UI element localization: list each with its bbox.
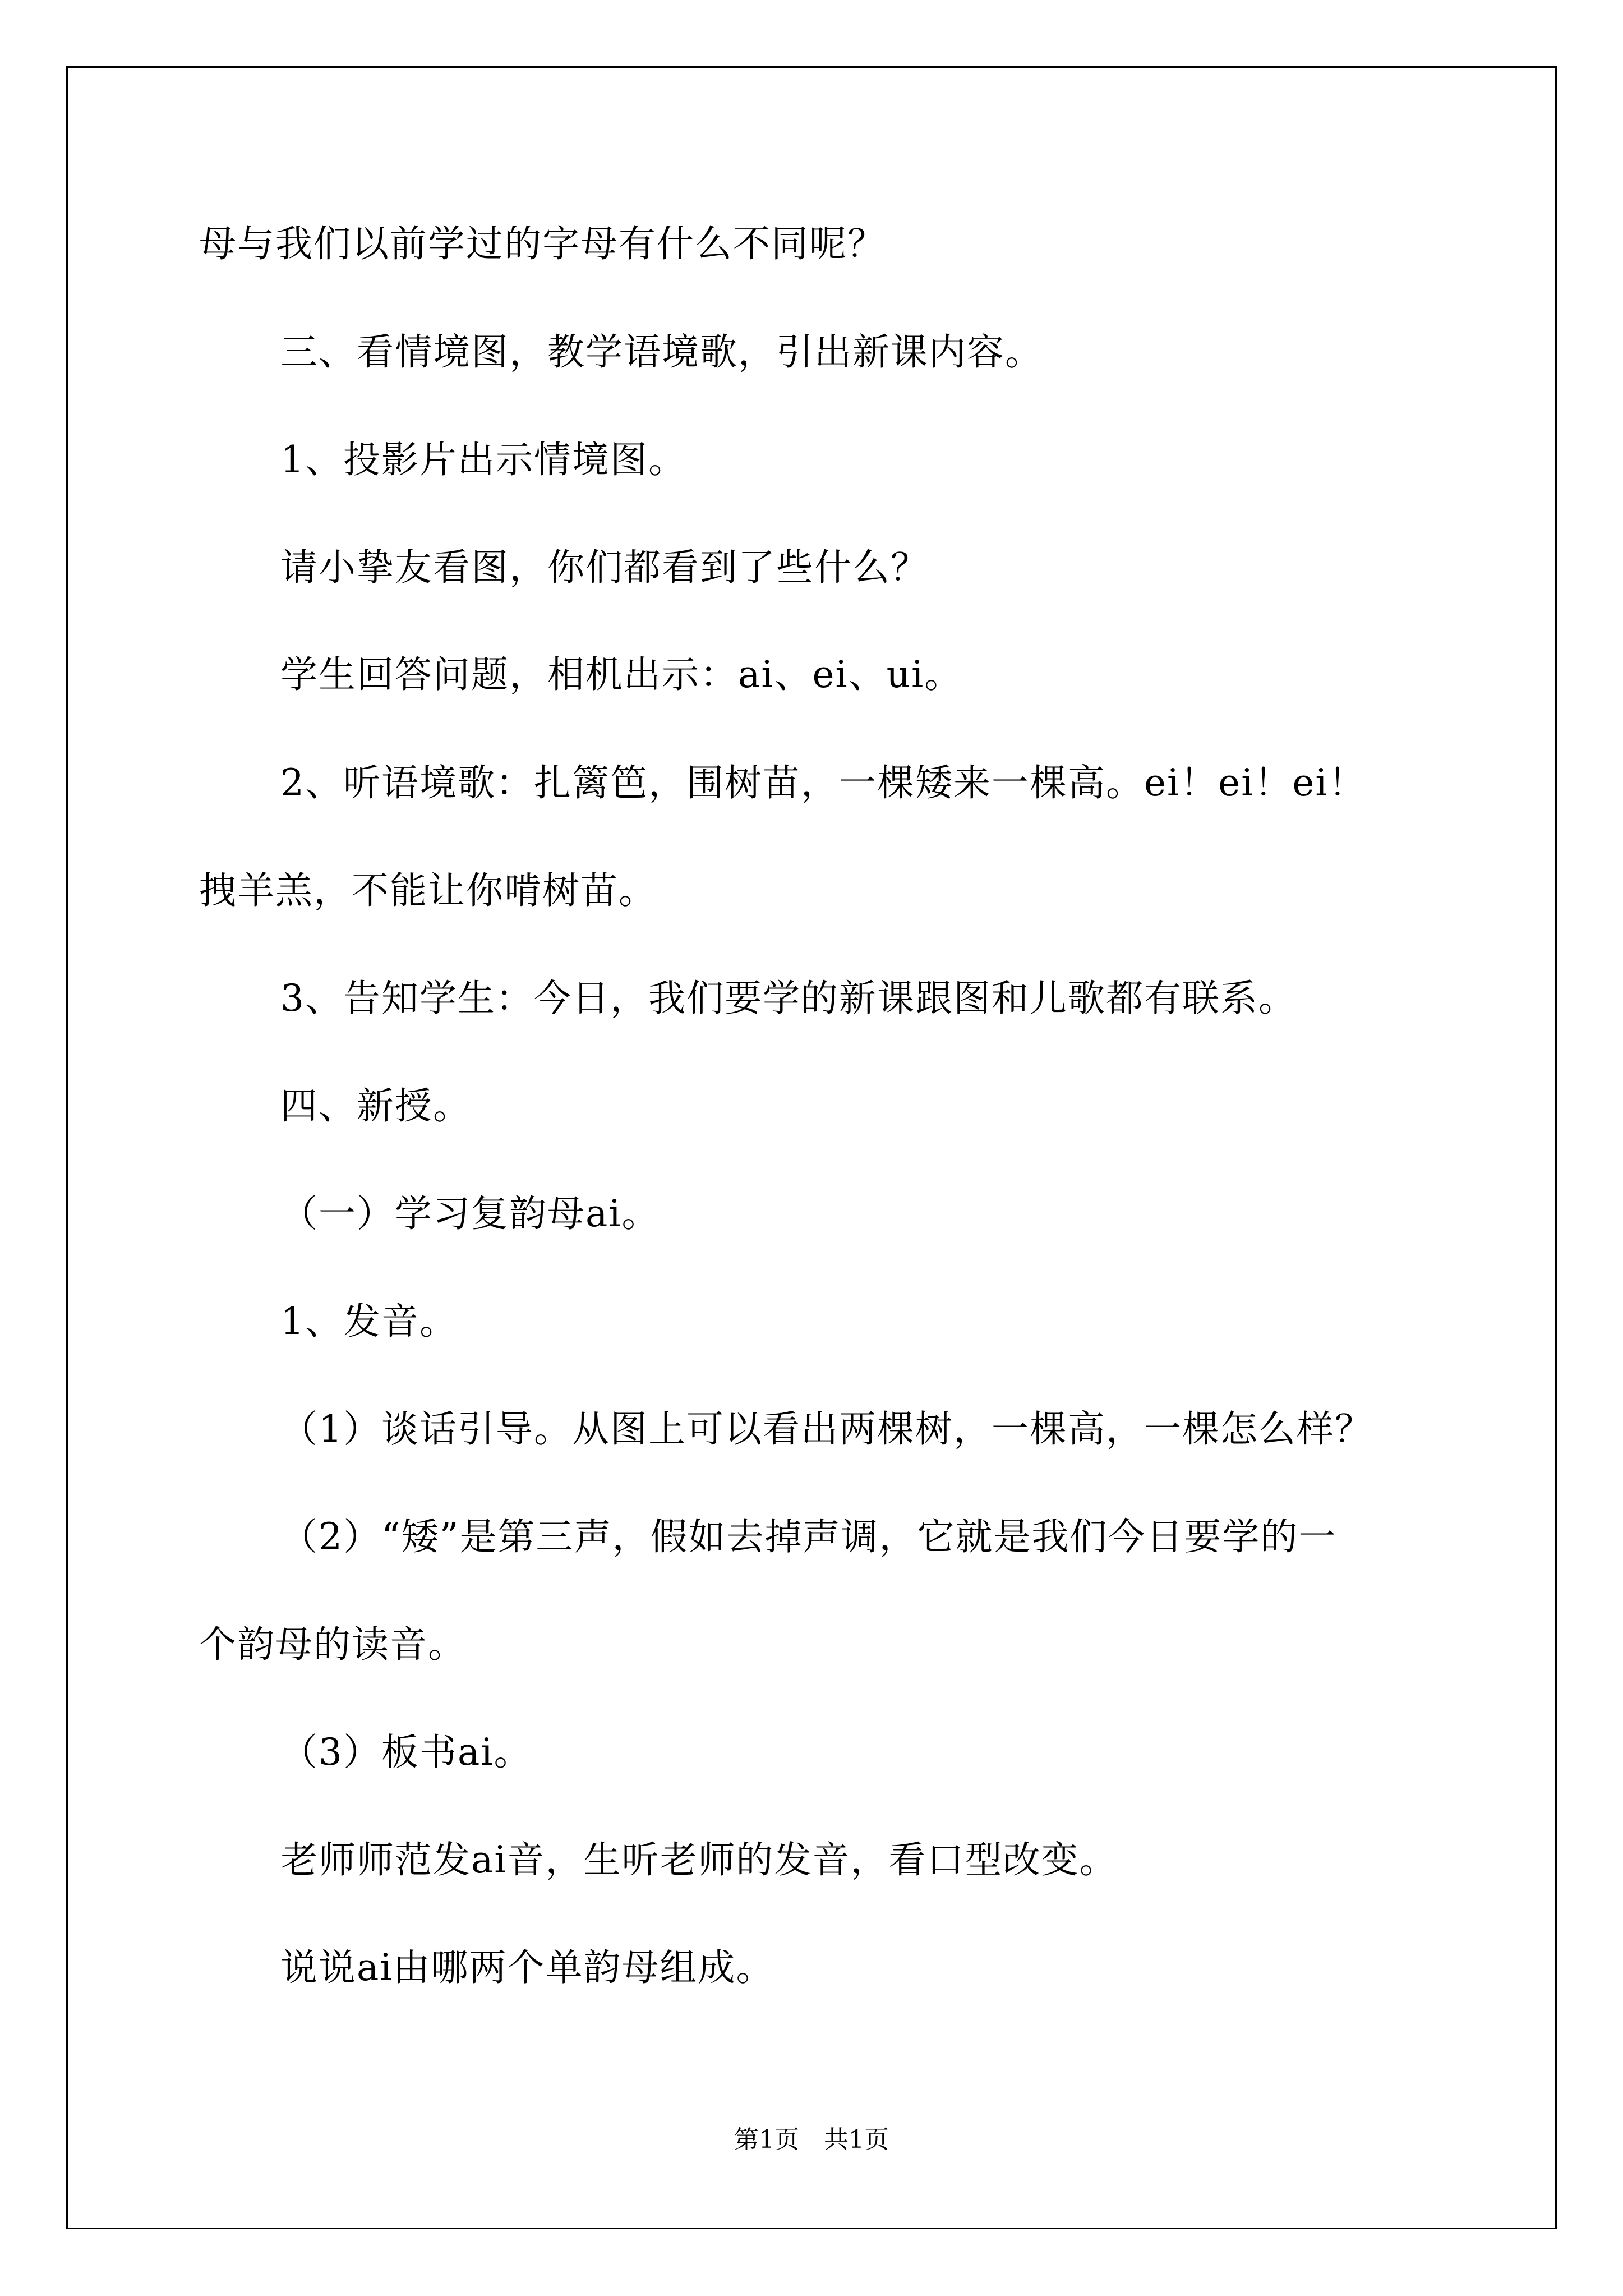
text-line-10: （一）学习复韵母ai。 — [280, 1192, 660, 1235]
text-line-3: 1、投影片出示情境图。 — [280, 438, 686, 481]
text-line-4: 请小挚友看图，你们都看到了些什么？ — [280, 546, 929, 589]
text-line-16: 老师师范发ai音，生听老师的发音，看口型改变。 — [280, 1838, 1118, 1881]
text-line-5: 学生回答问题，相机出示：ai、ei、ui。 — [280, 653, 963, 696]
text-line-6: 2、听语境歌：扎篱笆，围树苗，一棵矮来一棵高。ei！ei！ei！ — [280, 761, 1367, 804]
text-line-11: 1、发音。 — [280, 1300, 458, 1343]
text-line-2: 三、看情境图，教学语境歌，引出新课内容。 — [280, 330, 1043, 374]
text-line-15: （3）板书ai。 — [280, 1731, 532, 1774]
text-line-7: 拽羊羔，不能让你啃树苗。 — [199, 869, 657, 912]
text-line-8: 3、告知学生：今日，我们要学的新课跟图和儿歌都有联系。 — [280, 977, 1297, 1020]
text-line-17: 说说ai由哪两个单韵母组成。 — [280, 1946, 774, 1989]
text-line-12: （1）谈话引导。从图上可以看出两棵树，一棵高，一棵怎么样？ — [280, 1407, 1373, 1451]
text-line-14: 个韵母的读音。 — [199, 1623, 466, 1666]
page-border — [66, 66, 1557, 2229]
text-line-1: 母与我们以前学过的字母有什么不同呢？ — [199, 222, 886, 265]
page-footer: 第1页 共1页 — [734, 2125, 889, 2154]
text-line-13: （2）“矮”是第三声，假如去掉声调，它就是我们今日要学的一 — [280, 1515, 1337, 1558]
text-line-9: 四、新授。 — [280, 1084, 471, 1128]
